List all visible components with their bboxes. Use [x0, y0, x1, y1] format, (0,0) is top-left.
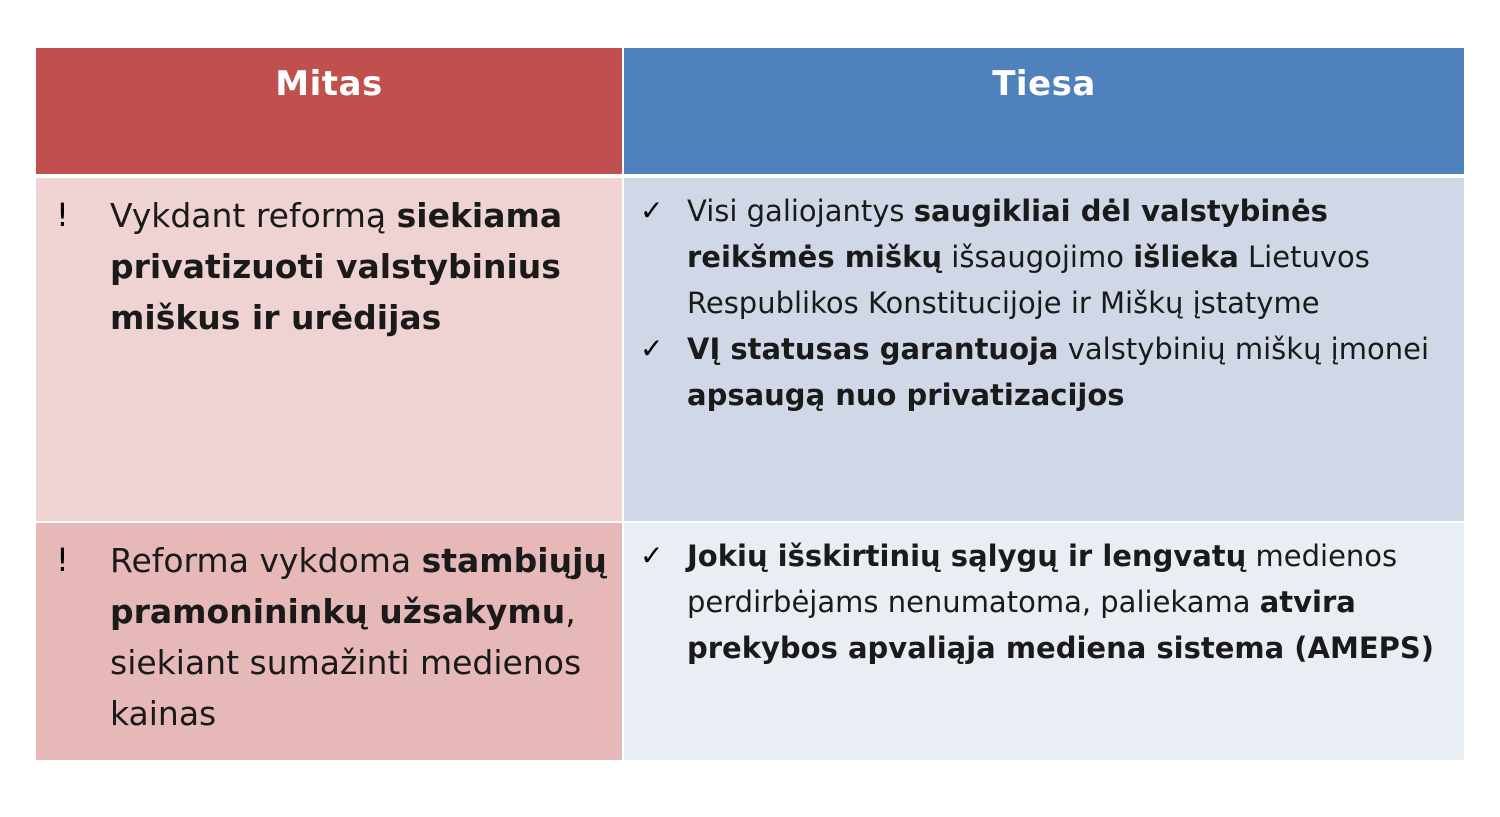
- truth-header-title: Tiesa: [992, 64, 1096, 104]
- text-run: Visi galiojantys: [687, 194, 914, 228]
- exclamation-icon: !: [56, 541, 69, 579]
- bold-text-run: stambiųjų pramonininkų užsakymu: [110, 541, 607, 631]
- text-run: , siekiant sumažinti medienos kainas: [110, 592, 582, 733]
- truth-item: [624, 188, 1448, 326]
- row2-myth-cell: [36, 523, 624, 760]
- bold-text-run: išlieka: [1133, 240, 1239, 274]
- myth-column-header: [36, 48, 624, 178]
- truth-item: [624, 326, 1448, 418]
- checkmark-icon: ✓: [640, 194, 664, 227]
- text-run: Lietuvos Respublikos Konstitucijoje ir Miškų įstatyme: [687, 240, 1370, 320]
- bold-text-run: Jokių išskirtinių sąlygų ir lengvatų: [687, 539, 1247, 573]
- truth-statement: [687, 533, 1448, 671]
- truth-item: [624, 533, 1448, 671]
- bold-text-run: siekiama privatizuoti valstybinius miškus ir urėdijas: [110, 196, 563, 337]
- row1-truth-cell: [624, 178, 1464, 523]
- myth-truth-table: [36, 48, 1464, 760]
- text-run: Vykdant reformą: [110, 196, 397, 235]
- truth-column-header: [624, 48, 1464, 178]
- bold-text-run: apsaugą nuo privatizacijos: [687, 378, 1125, 412]
- truth-statement: [687, 326, 1448, 418]
- truth-list: [624, 533, 1448, 671]
- myth-statement: [110, 190, 608, 343]
- truth-statement: [687, 188, 1448, 326]
- myth-item: [36, 190, 608, 343]
- myth-statement: [110, 535, 608, 739]
- myth-header-title: Mitas: [275, 64, 383, 104]
- text-run: valstybinių miškų įmonei: [1058, 332, 1430, 366]
- row2-truth-cell: [624, 523, 1464, 760]
- bold-text-run: VĮ statusas garantuoja: [687, 332, 1059, 366]
- row1-myth-cell: [36, 178, 624, 523]
- checkmark-icon: ✓: [640, 332, 664, 365]
- text-run: Reforma vykdoma: [110, 541, 422, 580]
- truth-list: [624, 188, 1448, 418]
- text-run: medienos perdirbėjams nenumatoma, paliekama: [687, 539, 1398, 619]
- checkmark-icon: ✓: [640, 539, 664, 572]
- bold-text-run: saugikliai dėl valstybinės reikšmės miškų: [687, 194, 1328, 274]
- bold-text-run: atvira prekybos apvaliąja mediena sistema (AMEPS): [687, 585, 1435, 665]
- exclamation-icon: !: [56, 196, 69, 234]
- text-run: išsaugojimo: [942, 240, 1134, 274]
- myth-item: [36, 535, 608, 739]
